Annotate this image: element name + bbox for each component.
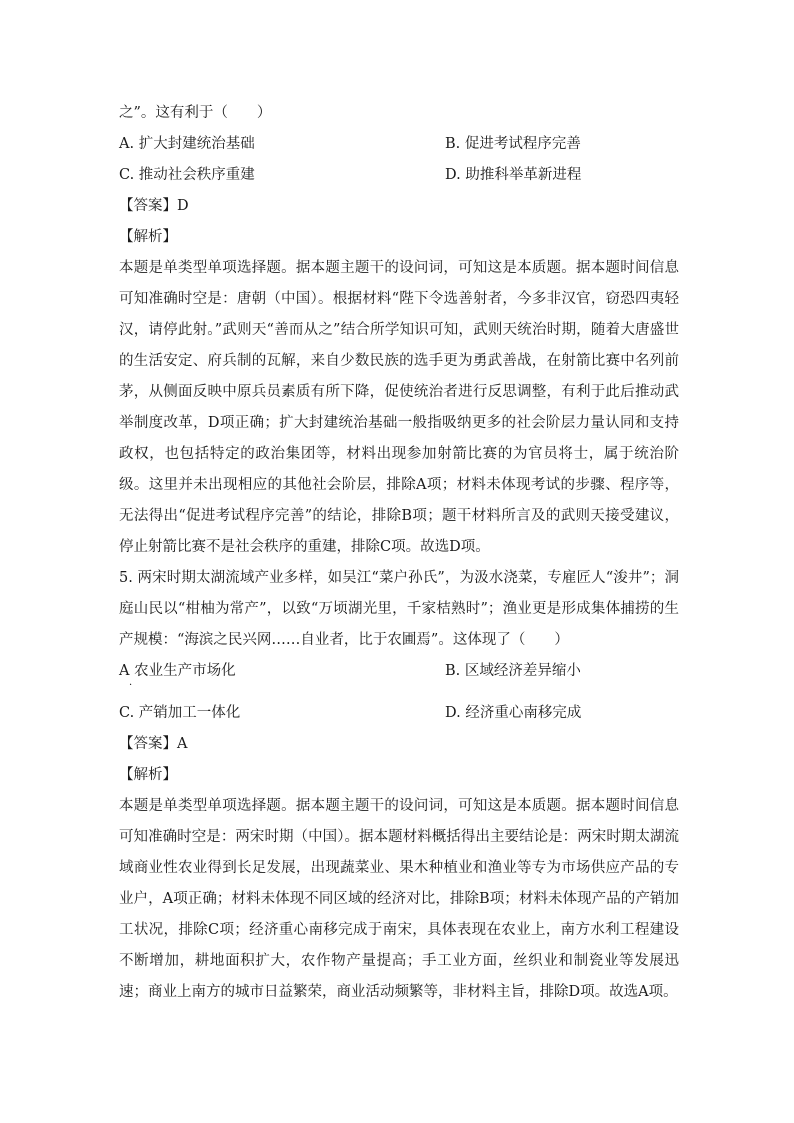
- q5-option-a: A 农业生产市场化: [119, 663, 236, 679]
- q4-stem-tail: 之”。这有利于（ ）: [119, 105, 272, 121]
- q5-option-d: D. 经济重心南移完成: [445, 705, 582, 721]
- q5-options-row-1: [119, 656, 679, 687]
- q4-analysis: 本题是单类型单项选择题。据本题主题干的设问词，可知这是本质题。据本题时间信息可知准确时空是：唐朝（中国）。根据材料“陛下令选善射者，今多非汉官，窃恐四夷轻汉，请停此射。”武则天“善而从之”结合所学知识可知，武则天统治时期，随着大唐盛世的生活安定、府兵制的瓦解，来自少数民族的选手更为勇武善战，在射箭比赛中名列前茅，从侧面反映中原兵员素质有所下降，促使统治者进行反思调整，有利于此后推动武举制度改革，D项正确；扩大封建统治基础一般指吸纳更多的社会阶层力量认同和支持政权，也包括特定的政治集团等，材料出现参加射箭比赛的为官员将士，属于统治阶级。这里并未出现相应的其他社会阶层，排除A项；材料未体现考试的步骤、程序等，无法得出“促进考试程序完善”的结论，排除B项；题干材料所言及的武则天接受建议，停止射箭比赛不是社会秩序的重建，排除C项。故选D项。: [119, 260, 679, 555]
- q5-stem: 5. 两宋时期太湖流域产业多样，如吴江“菜户孙氏”，为汲水浇菜，专雇匠人“浚井”；洞庭山民以“柑柚为常产”，以致“万顷湖光里，千家桔熟时”；渔业更是形成集体捕捞的生产规模：“海滨之民兴网……自业者，比于农圃焉”。这体现了（ ）: [119, 570, 679, 648]
- q5-option-c: C. 产销加工一体化: [119, 705, 241, 721]
- q5-answer: 【答案】A: [119, 736, 188, 752]
- q4-answer: 【答案】D: [119, 198, 189, 214]
- stray-mark: ·: [129, 680, 133, 691]
- document-page: [119, 98, 679, 1008]
- q4-option-d: D. 助推科举革新进程: [445, 167, 582, 183]
- q4-option-a: A. 扩大封建统治基础: [119, 136, 255, 152]
- q5-analysis-label: 【解析】: [119, 767, 177, 783]
- q4-option-b: B. 促进考试程序完善: [445, 136, 581, 152]
- q4-option-c: C. 推动社会秩序重建: [119, 167, 255, 183]
- q4-analysis-label: 【解析】: [119, 229, 177, 245]
- q5-options-row-2: [119, 698, 679, 729]
- q5-analysis: 本题是单类型单项选择题。据本题主题干的设问词，可知这是本质题。据本题时间信息可知准确时空是：两宋时期（中国）。据本题材料概括得出主要结论是：两宋时期太湖流域商业性农业得到长足发展，出现蔬菜业、果木种植业和渔业等专为市场供应产品的专业户，A项正确；材料未体现不同区域的经济对比，排除B项；材料未体现产品的产销加工状况，排除C项；经济重心南移完成于南宋，具体表现在农业上，南方水利工程建设不断增加，耕地面积扩大，农作物产量提高；手工业方面，丝织业和制瓷业等发展迅速；商业上南方的城市日益繁荣，商业活动频繁等，非材料主旨，排除D项。故选A项。: [119, 798, 679, 1000]
- q5-option-b: B. 区域经济差异缩小: [445, 663, 581, 679]
- q4-options-row-2: [119, 160, 679, 191]
- q4-options-row-1: [119, 129, 679, 160]
